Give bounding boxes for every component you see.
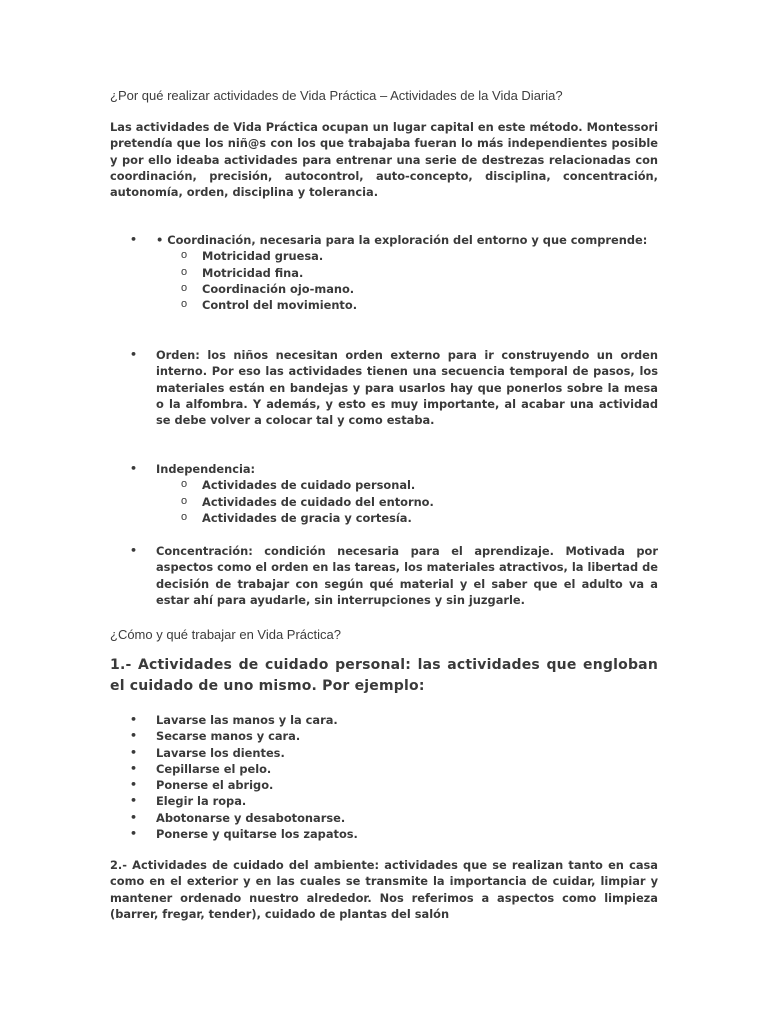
benefits-list	[110, 232, 658, 313]
concentracion-list	[110, 543, 658, 608]
coordinacion-subitems	[156, 248, 658, 313]
list-item: o Actividades de cuidado personal.	[156, 477, 658, 493]
section1-bullets	[110, 712, 658, 842]
list-item: • Ponerse el abrigo.	[110, 777, 658, 793]
list-item: • Ponerse y quitarse los zapatos.	[110, 826, 658, 842]
list-item: o Coordinación ojo-mano.	[156, 281, 658, 297]
list-item: • Secarse manos y cara.	[110, 728, 658, 744]
list-item: o Motricidad fina.	[156, 265, 658, 281]
orden-list	[110, 347, 658, 428]
list-item-coordinacion	[110, 232, 658, 313]
list-item: • Elegir la ropa.	[110, 793, 658, 809]
list-item: o Control del movimiento.	[156, 297, 658, 313]
heading-how-text: ¿Cómo y qué trabajar en Vida Práctica?	[110, 627, 341, 642]
intro-text: Las actividades de Vida Práctica ocupan un lugar capital en este método. Montessori pretendía que los niñ@s con los que trabajaba fueran lo más independientes posible y por ello ideaba actividades para entrenar una serie de destrezas relacionadas con coordinación, precisión, autocontrol, auto-concepto, disciplina, concentración, autonomía, orden, disciplina y tolerancia.	[110, 120, 658, 200]
list-item: o Actividades de gracia y cortesía.	[156, 510, 658, 526]
orden-block	[110, 347, 658, 428]
list-item: o Motricidad gruesa.	[156, 248, 658, 264]
independencia-text: Independencia:	[156, 462, 256, 476]
heading-how	[110, 627, 658, 642]
section2-paragraph	[110, 857, 658, 922]
list-item: • Lavarse los dientes.	[110, 745, 658, 761]
list-item: • Cepillarse el pelo.	[110, 761, 658, 777]
heading-why	[110, 88, 658, 103]
list-item-independencia	[110, 461, 658, 526]
section1-list	[110, 712, 658, 842]
list-item: • Lavarse las manos y la cara.	[110, 712, 658, 728]
section1-title-text: 1.- Actividades de cuidado personal: las actividades que engloban el cuidado de uno mismo. Por ejemplo:	[110, 657, 658, 694]
list-item: • Abotonarse y desabotonarse.	[110, 810, 658, 826]
intro-paragraph	[110, 119, 658, 200]
list-item-concentracion: • Concentración: condición necesaria para el aprendizaje. Motivada por aspectos como el orden en las tareas, los materiales atractivos, la libertad de decisión de trabajar con según qué material y el saber que el adulto va a estar ahí para ayudarle, sin interrupciones y sin juzgarle.	[110, 543, 658, 608]
list-item: o Actividades de cuidado del entorno.	[156, 494, 658, 510]
independencia-block	[110, 461, 658, 526]
concentracion-block	[110, 543, 658, 608]
list-item-orden: • Orden: los niños necesitan orden externo para ir construyendo un orden interno. Por eso las actividades tienen una secuencia temporal de pasos, los materiales están en bandejas y para usarlos hay que ponerlos sobre la mesa o la alfombra. Y además, y esto es muy importante, al acabar una actividad se debe volver a colocar tal y como estaba.	[110, 347, 658, 428]
heading-why-text: ¿Por qué realizar actividades de Vida Práctica – Actividades de la Vida Diaria?	[110, 88, 563, 103]
independencia-subitems	[156, 477, 658, 526]
section2-text: 2.- Actividades de cuidado del ambiente: actividades que se realizan tanto en casa como en el exterior y en las cuales se transmite la importancia de cuidar, limpiar y mantener ordenado nuestro alrededor. Nos referimos a aspectos como limpieza (barrer, fregar, tender), cuidado de plantas del salón	[110, 858, 658, 921]
coordinacion-text: • Coordinación, necesaria para la exploración del entorno y que comprende:	[156, 233, 648, 247]
independencia-list	[110, 461, 658, 526]
section1-title	[110, 655, 658, 697]
benefits-bullets	[110, 232, 658, 313]
